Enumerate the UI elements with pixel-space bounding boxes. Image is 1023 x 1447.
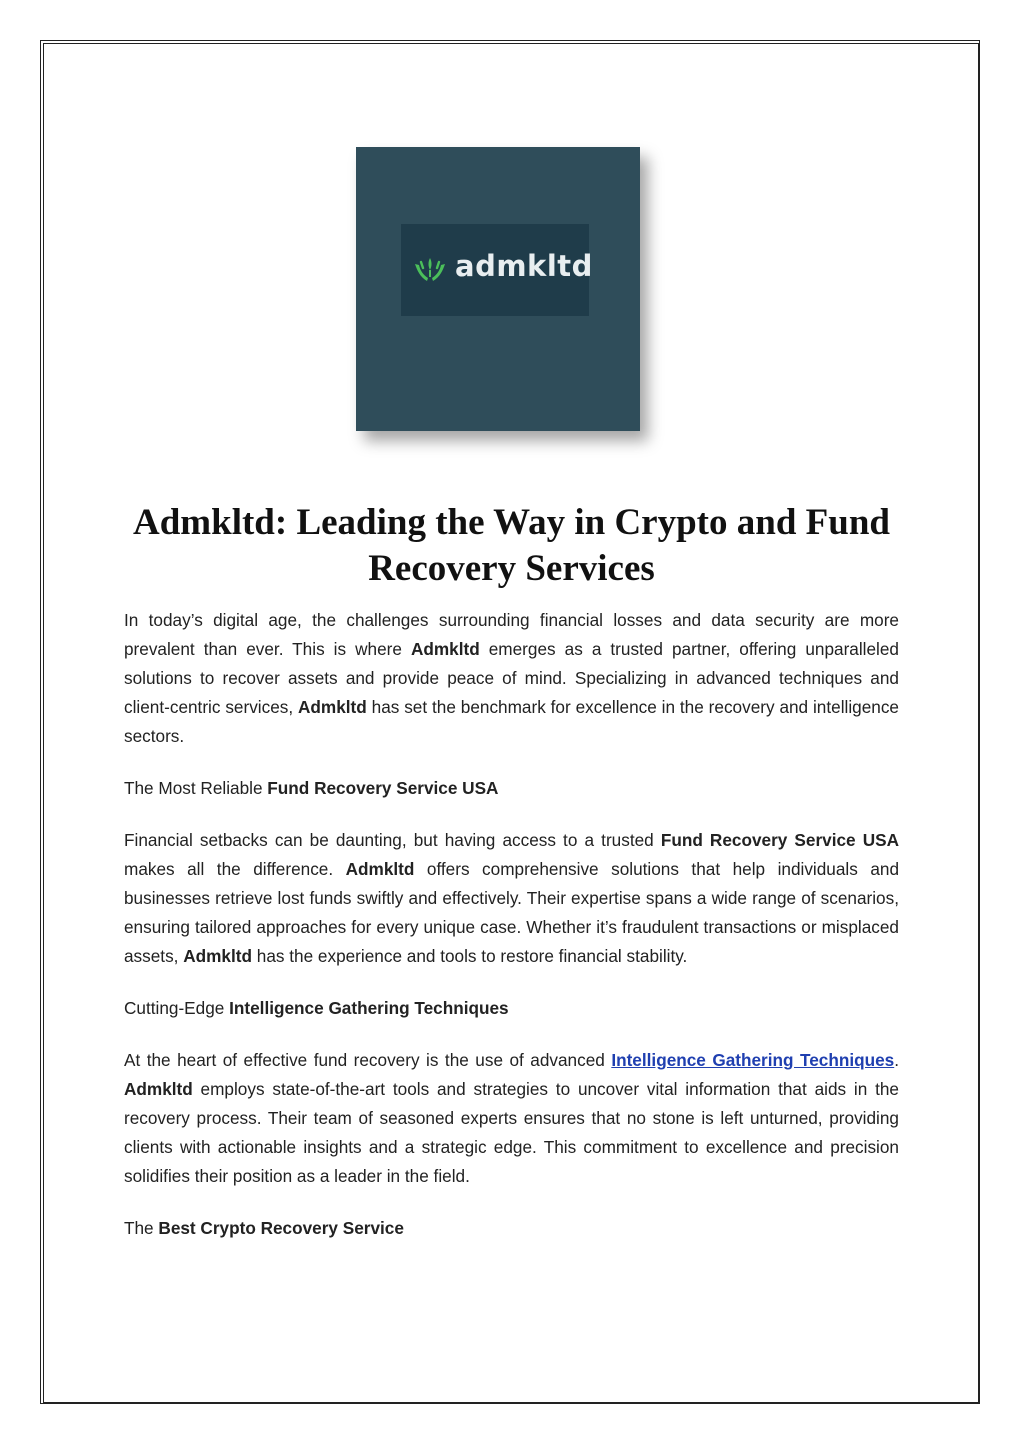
page-title: Admkltd: Leading the Way in Crypto and Fund Recovery Services <box>133 502 890 589</box>
intelligence-paragraph <box>124 1046 899 1191</box>
intro-text-2: emerges as a trusted partner, offering unparalleled solutions to recover assets and provide peace of mind. Specializing in advanced techniques and client-centric services, <box>124 639 899 717</box>
paragraph-text: has the experience and tools to restore financial stability. <box>251 946 688 966</box>
paragraph-text: employs state-of-the-art tools and strategies to uncover vital information that aids in the recovery process. Their team of seasoned experts ensures that no stone is left unturned, providing clients with actionable insights and a strategic edge. This commitment to excellence and precision solidifies their position as a leader in the field. <box>124 1079 899 1186</box>
brand-name: Admkltd <box>183 946 252 966</box>
heading-prefix: Cutting-Edge <box>124 998 230 1018</box>
paragraph-text: . <box>894 1050 900 1070</box>
brand-name: Admkltd <box>345 859 415 879</box>
heading-bold: Best Crypto Recovery Service <box>158 1218 404 1238</box>
intelligence-gathering-link[interactable]: Intelligence Gathering Techniques <box>611 1050 895 1070</box>
heading-bold: Fund Recovery Service USA <box>267 778 499 798</box>
fund-recovery-paragraph <box>124 826 899 971</box>
heading-prefix: The <box>124 1218 159 1238</box>
section-heading-crypto <box>124 1214 899 1243</box>
brand-name: Admkltd <box>298 697 367 717</box>
heading-prefix: The Most Reliable <box>124 778 268 798</box>
logo-wordmark: admkltd <box>455 249 593 283</box>
service-name: Fund Recovery Service USA <box>660 830 899 850</box>
paragraph-text: offers comprehensive solutions that help individuals and businesses retrieve lost funds swiftly and effectively. Their expertise spans a wide range of scenarios, ensuring tailored approaches for every unique case. Whether it’s fraudulent transactions or misplaced assets, <box>124 859 899 966</box>
intro-text-3: has set the benchmark for excellence in the recovery and intelligence sectors. <box>124 697 899 746</box>
logo-image <box>356 147 640 431</box>
section-heading-intelligence <box>124 994 899 1023</box>
intro-text-1: In today’s digital age, the challenges surrounding financial losses and data security are more prevalent than ever. This is where <box>124 610 899 659</box>
hands-plant-icon <box>411 250 449 288</box>
article <box>124 500 899 1243</box>
paragraph-text: makes all the difference. <box>124 859 346 879</box>
intro-paragraph <box>124 606 899 751</box>
heading-bold: Intelligence Gathering Techniques <box>229 998 509 1018</box>
brand-name: Admkltd <box>124 1079 193 1099</box>
brand-name: Admkltd <box>410 639 480 659</box>
paragraph-text: At the heart of effective fund recovery is the use of advanced <box>124 1050 612 1070</box>
logo-band <box>401 224 593 316</box>
section-heading-fund-recovery <box>124 774 899 803</box>
paragraph-text: Financial setbacks can be daunting, but having access to a trusted <box>124 830 661 850</box>
